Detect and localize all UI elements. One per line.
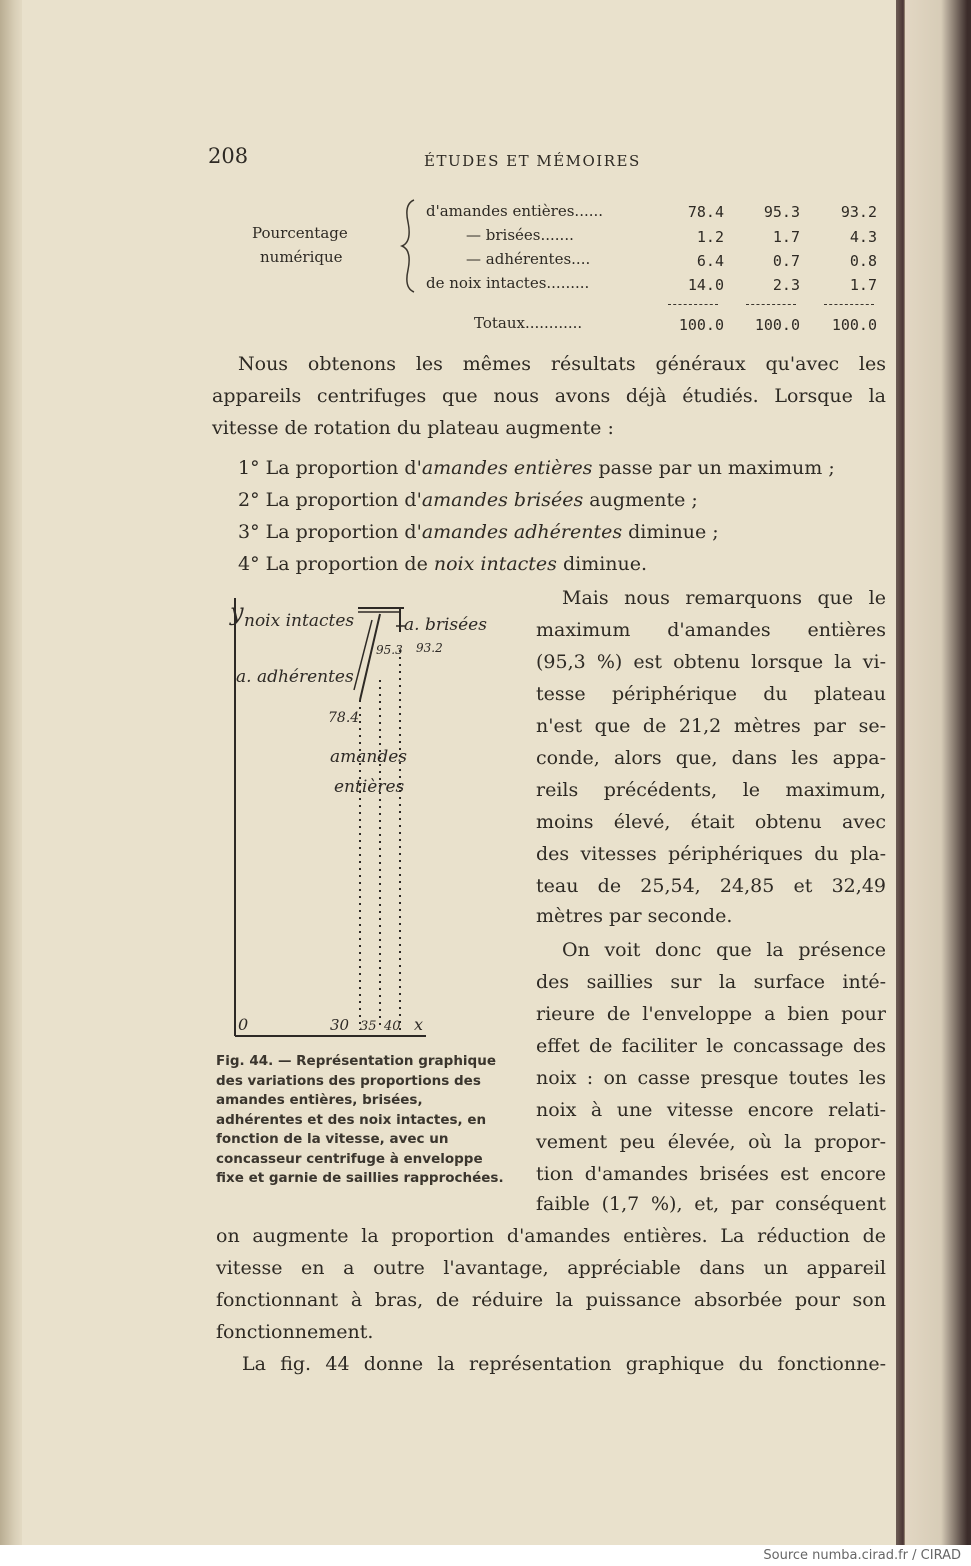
brace-icon bbox=[396, 198, 420, 294]
group-label: Pourcentage bbox=[252, 224, 348, 242]
value-95-3: 95.3 bbox=[376, 643, 403, 657]
figure-caption: Fig. 44. — Représentation graphique des variations des proportions des amandes entières, brisées, adhérentes et des noix intactes, en fonction de la vitesse, avec un concasseur centrifuge à enveloppe fixe et garnie de saillies rapprochées. bbox=[216, 1053, 504, 1186]
sum-rule bbox=[746, 304, 796, 306]
label-amandes: amandes bbox=[330, 747, 408, 767]
figure-44 bbox=[226, 590, 516, 1040]
value-93-2: 93.2 bbox=[416, 641, 443, 655]
x-axis-label: x bbox=[414, 1015, 424, 1034]
list-item: 3° La proportion d'amandes adhérentes diminue ; bbox=[238, 521, 719, 543]
sum-rule bbox=[824, 304, 874, 306]
list-item: 2° La proportion d'amandes brisées augmente ; bbox=[238, 489, 698, 511]
label-a-brisees: a. brisées bbox=[404, 615, 487, 635]
source-credit: Source numba.cirad.fr / CIRAD bbox=[763, 1548, 961, 1563]
sum-rule bbox=[668, 304, 718, 306]
page-number: 208 bbox=[208, 144, 249, 168]
page-edge bbox=[896, 0, 971, 1545]
list-item: 4° La proportion de noix intactes diminue. bbox=[238, 553, 648, 575]
book-spine bbox=[0, 0, 24, 1545]
tick-label-30: 30 bbox=[330, 1016, 350, 1034]
tick-label-40: 40 bbox=[384, 1019, 401, 1034]
tick-label-35: 35 bbox=[360, 1019, 377, 1034]
label-entieres: entières bbox=[334, 777, 405, 797]
label-noix-intactes: noix intactes bbox=[244, 611, 355, 631]
origin-label: 0 bbox=[238, 1015, 249, 1034]
group-label: numérique bbox=[260, 248, 343, 266]
label-a-adherentes: a. adhérentes bbox=[236, 667, 354, 687]
list-item: 1° La proportion d'amandes entières passe par un maximum ; bbox=[238, 457, 835, 479]
value-78-4: 78.4 bbox=[328, 710, 360, 726]
running-title: ÉTUDES ET MÉMOIRES bbox=[424, 152, 641, 170]
y-axis-label: y bbox=[230, 598, 244, 626]
